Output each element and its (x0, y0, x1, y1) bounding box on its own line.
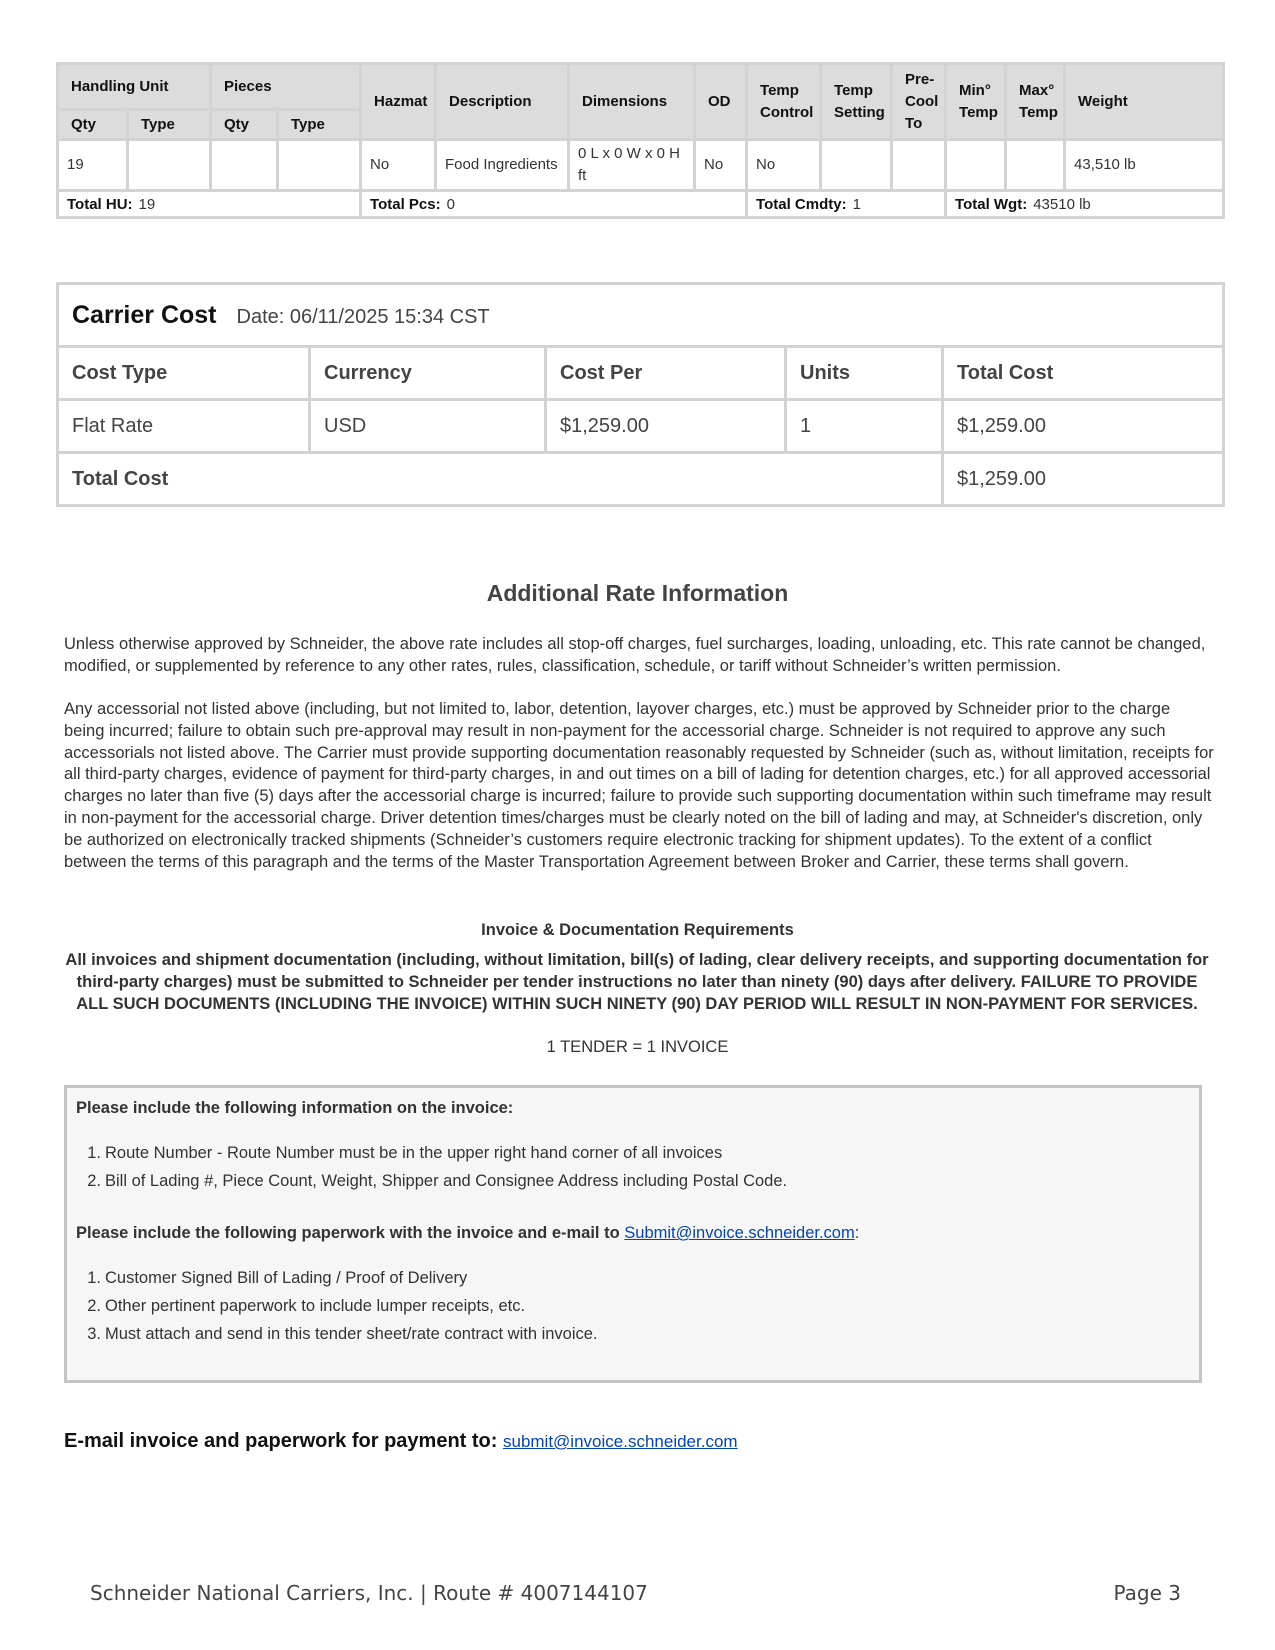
pcs-type-header: Type (278, 110, 361, 140)
invoice-requirements-text: All invoices and shipment documentation (including, without limitation, bill(s) of lading, clear delivery receipts, and supporting documentation for third-party charges) must be submitted to Schneider per tender instructions no later than ninety (90) days after delivery. FAILURE TO PROVIDE ALL SUCH DOCUMENTS (INCLUDING THE INVOICE) WITHIN SUCH NINETY (90) DAY PERIOD WILL RESULT IN NON-PAYMENT FOR SERVICES. (65, 951, 1209, 1013)
min-temp-cell (946, 140, 1006, 191)
list-item-text: Customer Signed Bill of Lading / Proof of Delivery (105, 1269, 468, 1287)
commodity-header-row (58, 64, 1224, 110)
tender-invoice-note: 1 TENDER = 1 INVOICE (546, 1038, 729, 1056)
units-cell: 1 (786, 400, 943, 453)
list-item (76, 1167, 787, 1195)
carrier-cost-header-row (58, 347, 1224, 400)
dimensions-header: Dimensions (569, 64, 695, 140)
cost-per-cell: $1,259.00 (546, 400, 786, 453)
total-wgt-value: 43510 lb (1033, 195, 1091, 213)
total-pcs (361, 191, 747, 218)
additional-rate-heading: Additional Rate Information (486, 580, 789, 606)
table-row (58, 140, 1224, 191)
total-hu-value: 19 (138, 195, 156, 213)
total-cost-header: Total Cost (943, 347, 1224, 400)
list-item-number: 1. (87, 1269, 101, 1287)
hu-qty-cell: 19 (58, 140, 128, 191)
list-item-text: Route Number - Route Number must be in the upper right hand corner of all invoices (105, 1144, 723, 1162)
paperwork-heading (76, 1224, 859, 1243)
pcs-qty-cell (211, 140, 278, 191)
total-cmdty (747, 191, 946, 218)
list-item-number: 2. (87, 1172, 101, 1190)
max-temp-header: Max° Temp (1006, 64, 1065, 140)
hazmat-header: Hazmat (361, 64, 436, 140)
max-temp-cell (1006, 140, 1065, 191)
paperwork-list (76, 1264, 598, 1348)
pcs-type-cell (278, 140, 361, 191)
accessorial-paragraph: Any accessorial not listed above (including, but not limited to, labor, detention, layover charges, etc.) must be approved by Schneider prior to the charge being incurred; failure to obtain such pre-approval may result in non-payment for the accessorial charge. Schneider is not required to approve any such accessorials not listed above. The Carrier must provide supporting documentation reasonably requested by Schneider (such as, without limitation, receipts for all third-party charges, evidence of payment for third-party charges, in and out times on a bill of lading for detention charges, etc.) for all approved accessorial charges no later than five (5) days after the accessorial charge is incurred; failure to provide such supporting documentation within such timeframe may result in non-payment for the accessorial charge. Driver detention times/charges must be clearly noted on the bill of lading and may, at Schneider's discretion, only be authorized on electronically tracked shipments (Schneider’s customers require electronic tracking for shipment updates). To the extent of a conflict between the terms of this paragraph and the terms of the Master Transportation Agreement between Broker and Carrier, these terms shall govern. (64, 700, 1214, 871)
temp-setting-cell (821, 140, 892, 191)
payment-email-label: E-mail invoice and paperwork for payment to: (64, 1430, 498, 1452)
list-item-text: Bill of Lading #, Piece Count, Weight, Shipper and Consignee Address including Postal Code. (105, 1172, 788, 1190)
info-list (76, 1139, 787, 1195)
total-pcs-label: Total Pcs: (370, 195, 441, 213)
pieces-header: Pieces (211, 64, 361, 110)
invoice-requirements-heading: Invoice & Documentation Requirements (481, 921, 794, 939)
list-item-text: Must attach and send in this tender sheet/rate contract with invoice. (105, 1325, 598, 1343)
carrier-cost-title: Carrier Cost (72, 300, 217, 329)
commodity-totals-row (58, 191, 1224, 218)
list-item (76, 1139, 787, 1167)
description-cell: Food Ingredients (436, 140, 569, 191)
total-cost-label: Total Cost (58, 453, 943, 506)
hu-type-cell (128, 140, 211, 191)
list-item-number: 2. (87, 1297, 101, 1315)
paperwork-heading-text: Please include the following paperwork with the invoice and e-mail to (76, 1224, 620, 1242)
total-pcs-value: 0 (446, 195, 455, 213)
cost-type-cell: Flat Rate (58, 400, 310, 453)
total-wgt (946, 191, 1224, 218)
info-heading: Please include the following information on the invoice: (76, 1099, 514, 1117)
temp-control-header: Temp Control (747, 64, 821, 140)
total-hu (58, 191, 361, 218)
list-item (76, 1292, 598, 1320)
list-item-text: Other pertinent paperwork to include lumper receipts, etc. (105, 1297, 526, 1315)
total-hu-label: Total HU: (67, 195, 133, 213)
weight-cell: 43,510 lb (1065, 140, 1224, 191)
cost-type-header: Cost Type (58, 347, 310, 400)
temp-setting-header: Temp Setting (821, 64, 892, 140)
od-header: OD (695, 64, 747, 140)
description-header: Description (436, 64, 569, 140)
hazmat-cell: No (361, 140, 436, 191)
commodity-table (56, 62, 1225, 219)
hu-qty-header: Qty (58, 110, 128, 140)
handling-unit-header: Handling Unit (58, 64, 211, 110)
total-cost-cell: $1,259.00 (943, 400, 1224, 453)
list-item (76, 1320, 598, 1348)
currency-cell: USD (310, 400, 546, 453)
temp-control-cell: No (747, 140, 821, 191)
dimensions-cell: 0 L x 0 W x 0 H ft (569, 140, 695, 191)
currency-header: Currency (310, 347, 546, 400)
carrier-cost-date: Date: 06/11/2025 15:34 CST (236, 305, 490, 328)
list-item-number: 3. (87, 1325, 101, 1343)
pre-cool-to-cell (892, 140, 946, 191)
payment-email-line (64, 1430, 738, 1453)
rate-paragraph-1: Unless otherwise approved by Schneider, the above rate includes all stop-off charges, fuel surcharges, loading, unloading, etc. This rate cannot be changed, modified, or supplemented by reference to any other rates, rules, classification, schedule, or tariff without Schneider’s written permission. (64, 635, 1206, 675)
table-row (58, 400, 1224, 453)
pre-cool-to-header: Pre-Cool To (892, 64, 946, 140)
carrier-cost-title-row (58, 284, 1224, 347)
submit-email-link[interactable]: Submit@invoice.schneider.com (624, 1224, 855, 1242)
units-header: Units (786, 347, 943, 400)
invoice-info-box (64, 1085, 1202, 1383)
carrier-cost-table (56, 282, 1225, 507)
hu-type-header: Type (128, 110, 211, 140)
list-item-number: 1. (87, 1144, 101, 1162)
payment-email-link[interactable]: submit@invoice.schneider.com (502, 1432, 738, 1451)
footer-page-number: Page 3 (1113, 1581, 1181, 1605)
min-temp-header: Min° Temp (946, 64, 1006, 140)
total-wgt-label: Total Wgt: (955, 195, 1028, 213)
paperwork-colon: : (854, 1224, 860, 1242)
total-cmdty-value: 1 (852, 195, 861, 213)
list-item (76, 1264, 598, 1292)
od-cell: No (695, 140, 747, 191)
total-cost-value: $1,259.00 (943, 453, 1224, 506)
pcs-qty-header: Qty (211, 110, 278, 140)
weight-header: Weight (1065, 64, 1224, 140)
footer-company-route: Schneider National Carriers, Inc. | Route # 4007144107 (90, 1581, 648, 1605)
cost-per-header: Cost Per (546, 347, 786, 400)
carrier-cost-total-row (58, 453, 1224, 506)
total-cmdty-label: Total Cmdty: (756, 195, 847, 213)
